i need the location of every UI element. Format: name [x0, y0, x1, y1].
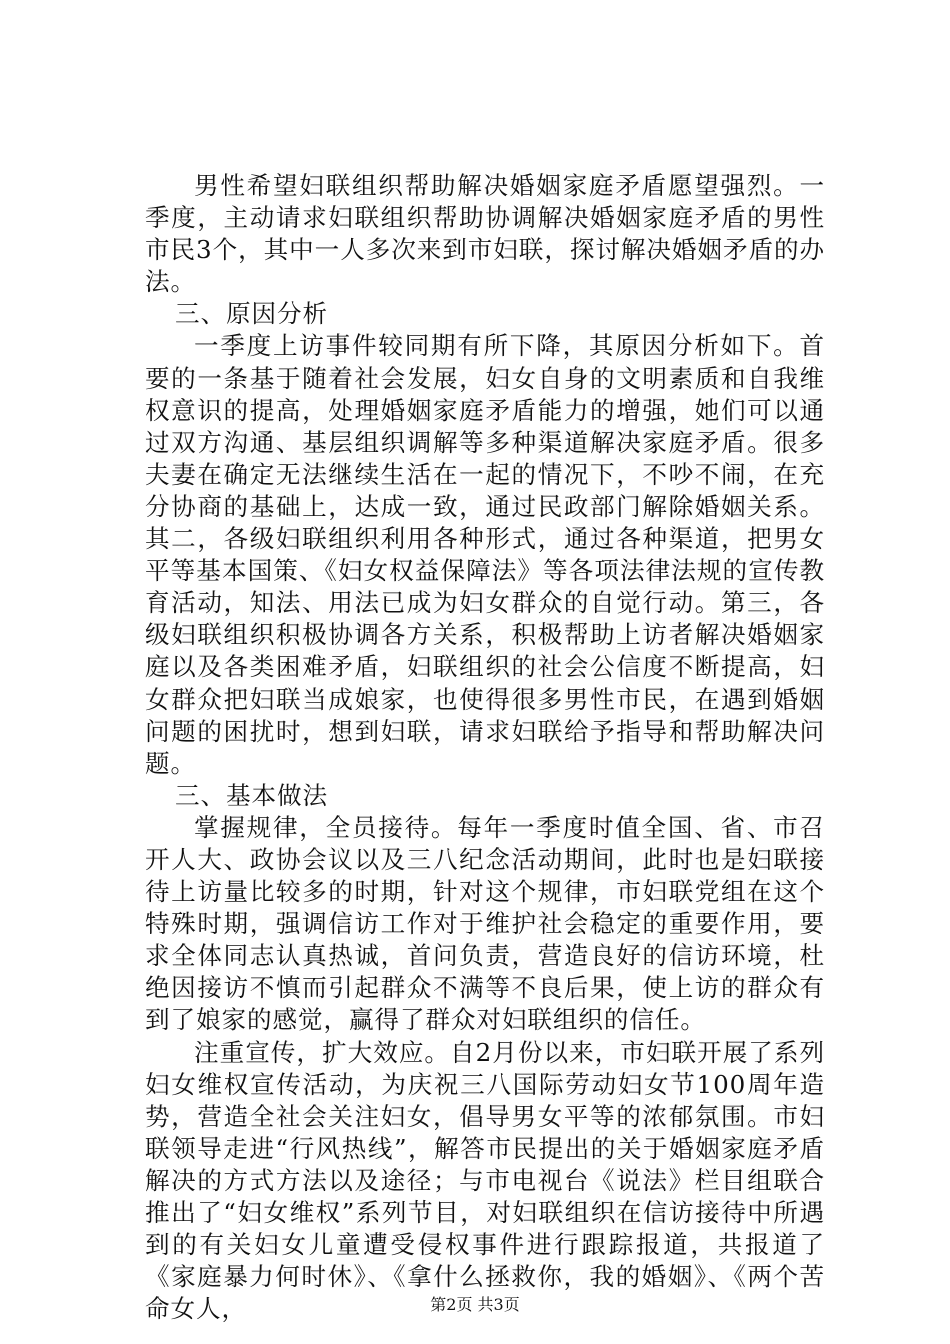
section-heading-basic-practices: 三、基本做法	[175, 780, 328, 810]
paragraph-publicity-practice: 注重宣传，扩大效应。自2月份以来，市妇联开展了系列妇女维权宣传活动，为庆祝三八国际劳动妇女节100周年造势，营造全社会关注妇女，倡导男女平等的浓郁氛围。市妇联领导走进“行风热线”，解答市民提出的关于婚姻家庭矛盾解决的方式方法以及途径；与市电视台《说法》栏目组联合推出了“妇女维权”系列节目，对妇联组织在信访接待中所遇到的有关妇女儿童遭受侵权事件进行跟踪报道，共报道了《家庭暴力何时休》、《拿什么拯救你，我的婚姻》、《两个苦命女人，	[145, 1037, 825, 1324]
paragraph-cause-analysis: 一季度上访事件较同期有所下降，其原因分析如下。首要的一条基于随着社会发展，妇女自身的文明素质和自我维权意识的提高，处理婚姻家庭矛盾能力的增强，她们可以通过双方沟通、基层组织调解等多种渠道解决家庭矛盾。很多夫妻在确定无法继续生活在一起的情况下，不吵不闹，在充分协商的基础上，达成一致，通过民政部门解除婚姻关系。其二，各级妇联组织利用各种形式，通过各种渠道，把男女平等基本国策、《妇女权益保障法》等各项法律法规的宣传教育活动，知法、用法已成为妇女群众的自觉行动。第三，各级妇联组织积极协调各方关系，积极帮助上访者解决婚姻家庭以及各类困难矛盾，妇联组织的社会公信度不断提高，妇女群众把妇联当成娘家，也使得很多男性市民，在遇到婚姻问题的困扰时，想到妇联，请求妇联给予指导和帮助解决问题。	[145, 331, 825, 778]
paragraph-male-citizens: 男性希望妇联组织帮助解决婚姻家庭矛盾愿望强烈。一季度，主动请求妇联组织帮助协调解决婚姻家庭矛盾的男性市民3个，其中一人多次来到市妇联，探讨解决婚姻矛盾的办法。	[145, 171, 825, 297]
document-body	[145, 170, 825, 1325]
paragraph-reception-practice: 掌握规律，全员接待。每年一季度时值全国、省、市召开人大、政协会议以及三八纪念活动期间，此时也是妇联接待上访量比较多的时期，针对这个规律，市妇联党组在这个特殊时期，强调信访工作对于维护社会稳定的重要作用，要求全体同志认真热诚，首问负责，营造良好的信访环境，杜绝因接访不慎而引起群众不满等不良后果，使上访的群众有到了娘家的感觉，赢得了群众对妇联组织的信任。	[145, 812, 825, 1035]
section-heading-cause-analysis: 三、原因分析	[175, 299, 328, 329]
page-number-footer: 第2页 共3页	[430, 1295, 520, 1314]
